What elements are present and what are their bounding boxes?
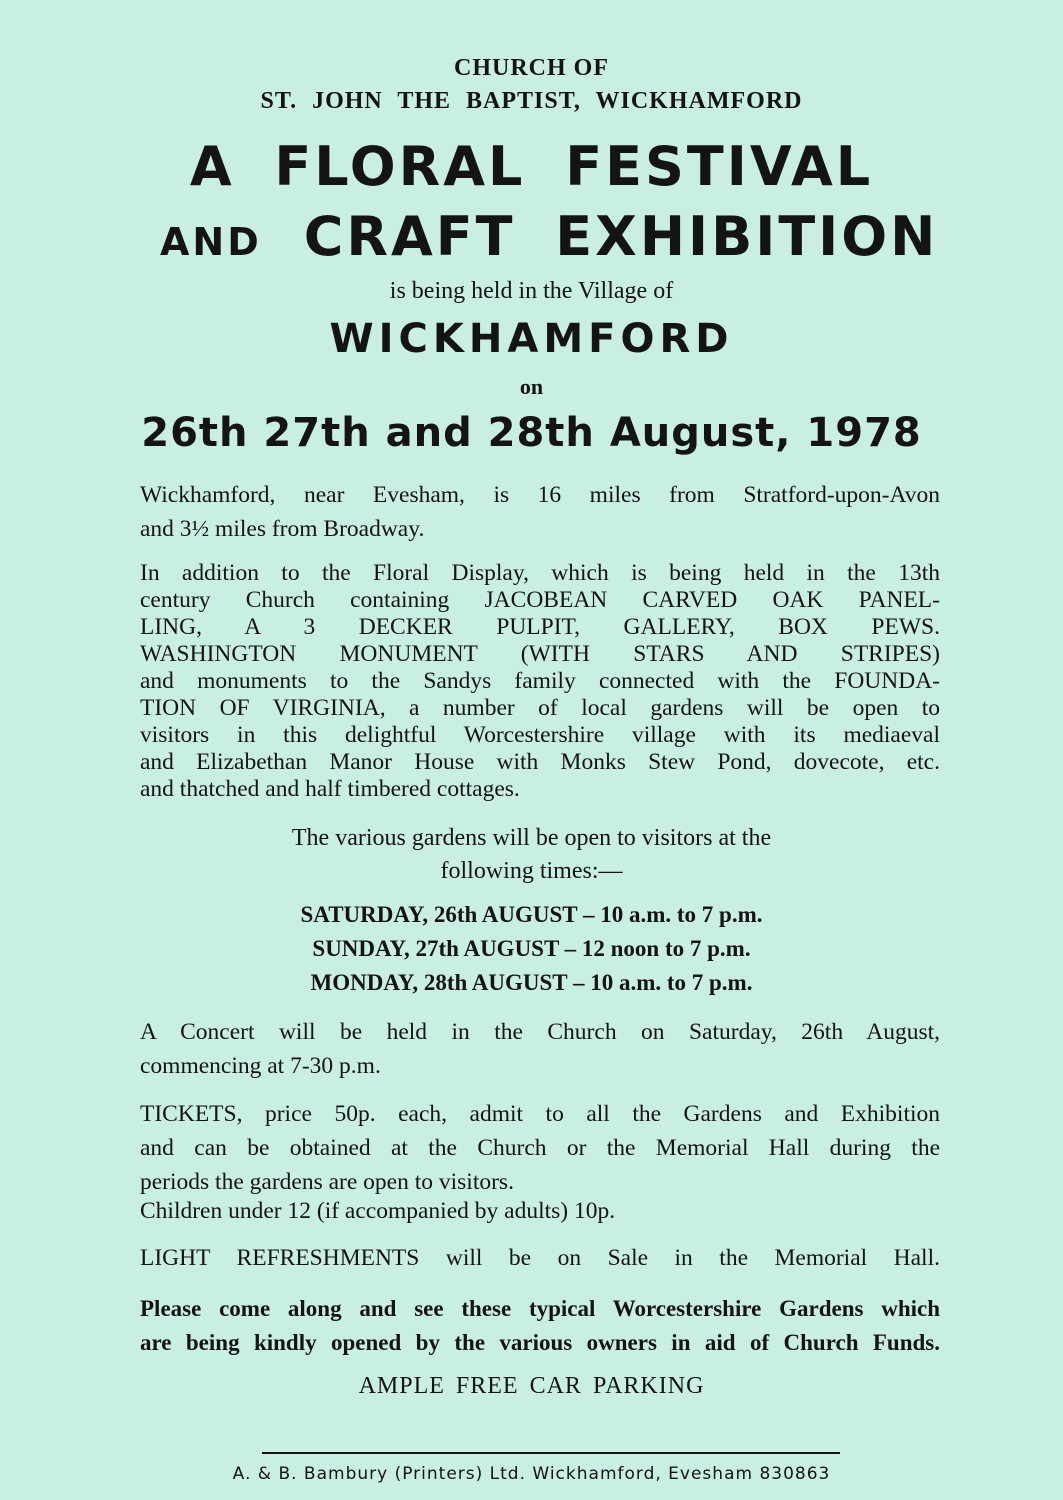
description-line: In addition to the Floral Display, which is being held in the 13th xyxy=(140,560,940,586)
concert-line: A Concert will be held in the Church on Saturday, 26th August, xyxy=(140,1019,940,1045)
title-line2 xyxy=(160,205,939,268)
description-line: century Church containing JACOBEAN CARVED OAK PANEL- xyxy=(140,587,940,613)
printer-credit: A. & B. Bambury (Printers) Ltd. Wickhamford, Evesham 830863 xyxy=(232,1464,831,1484)
opening-schedule xyxy=(0,898,1063,1000)
appeal-line: are being kindly opened by the various owners in aid of Church Funds. xyxy=(140,1330,940,1355)
description-line: and Elizabethan Manor House with Monks Stew Pond, dovecote, etc. xyxy=(140,749,940,775)
concert-line: commencing at 7-30 p.m. xyxy=(140,1053,381,1079)
footer-divider xyxy=(262,1452,840,1454)
tickets-line: periods the gardens are open to visitors. xyxy=(140,1169,514,1195)
church-name-line1: CHURCH OF xyxy=(454,55,609,81)
parking-notice: AMPLE FREE CAR PARKING xyxy=(358,1373,705,1399)
location-paragraph xyxy=(140,478,940,546)
schedule-item: SUNDAY, 27th AUGUST – 12 noon to 7 p.m. xyxy=(312,936,751,961)
schedule-item: SATURDAY, 26th AUGUST – 10 a.m. to 7 p.m. xyxy=(300,902,763,927)
title-craft-exhibition: CRAFT EXHIBITION xyxy=(303,205,939,268)
gardens-intro-line1: The various gardens will be open to visitors at the xyxy=(291,825,772,851)
title-and: AND xyxy=(160,220,262,264)
tickets-line: TICKETS, price 50p. each, admit to all the Gardens and Exhibition xyxy=(140,1101,940,1127)
held-text: is being held in the Village of xyxy=(389,278,674,304)
title-line1: A FLORAL FESTIVAL xyxy=(189,135,874,198)
village-name: WICKHAMFORD xyxy=(329,316,734,362)
children-price xyxy=(140,1198,940,1225)
description-paragraph xyxy=(140,560,940,803)
refreshments-paragraph xyxy=(140,1245,940,1272)
location-line: Wickhamford, near Evesham, is 16 miles from Stratford-upon-Avon xyxy=(140,482,940,508)
appeal-line: Please come along and see these typical Worcestershire Gardens which xyxy=(140,1296,940,1321)
description-line: LING, A 3 DECKER PULPIT, GALLERY, BOX PEWS. xyxy=(140,614,940,640)
concert-paragraph xyxy=(140,1015,940,1083)
tickets-line: and can be obtained at the Church or the Memorial Hall during the xyxy=(140,1135,940,1161)
tickets-paragraph xyxy=(140,1097,940,1199)
description-line: and thatched and half timbered cottages. xyxy=(140,776,520,802)
description-line: visitors in this delightful Worcestershire village with its mediaeval xyxy=(140,722,940,748)
festival-dates: 26th 27th and 28th August, 1978 xyxy=(141,410,922,456)
children-price-text: Children under 12 (if accompanied by adults) 10p. xyxy=(140,1198,616,1224)
church-name-line2: ST. JOHN THE BAPTIST, WICKHAMFORD xyxy=(260,88,803,114)
description-line: TION OF VIRGINIA, a number of local gardens will be open to xyxy=(140,695,940,721)
refreshments-text: LIGHT REFRESHMENTS will be on Sale in the Memorial Hall. xyxy=(140,1245,940,1271)
on-text: on xyxy=(519,374,544,399)
description-line: and monuments to the Sandys family connected with the FOUNDA- xyxy=(140,668,940,694)
schedule-item: MONDAY, 28th AUGUST – 10 a.m. to 7 p.m. xyxy=(310,970,753,995)
appeal-paragraph xyxy=(140,1292,940,1360)
location-line: and 3½ miles from Broadway. xyxy=(140,516,425,542)
gardens-intro-line2: following times:— xyxy=(440,858,623,884)
description-line: WASHINGTON MONUMENT (WITH STARS AND STRIPES) xyxy=(140,641,940,667)
